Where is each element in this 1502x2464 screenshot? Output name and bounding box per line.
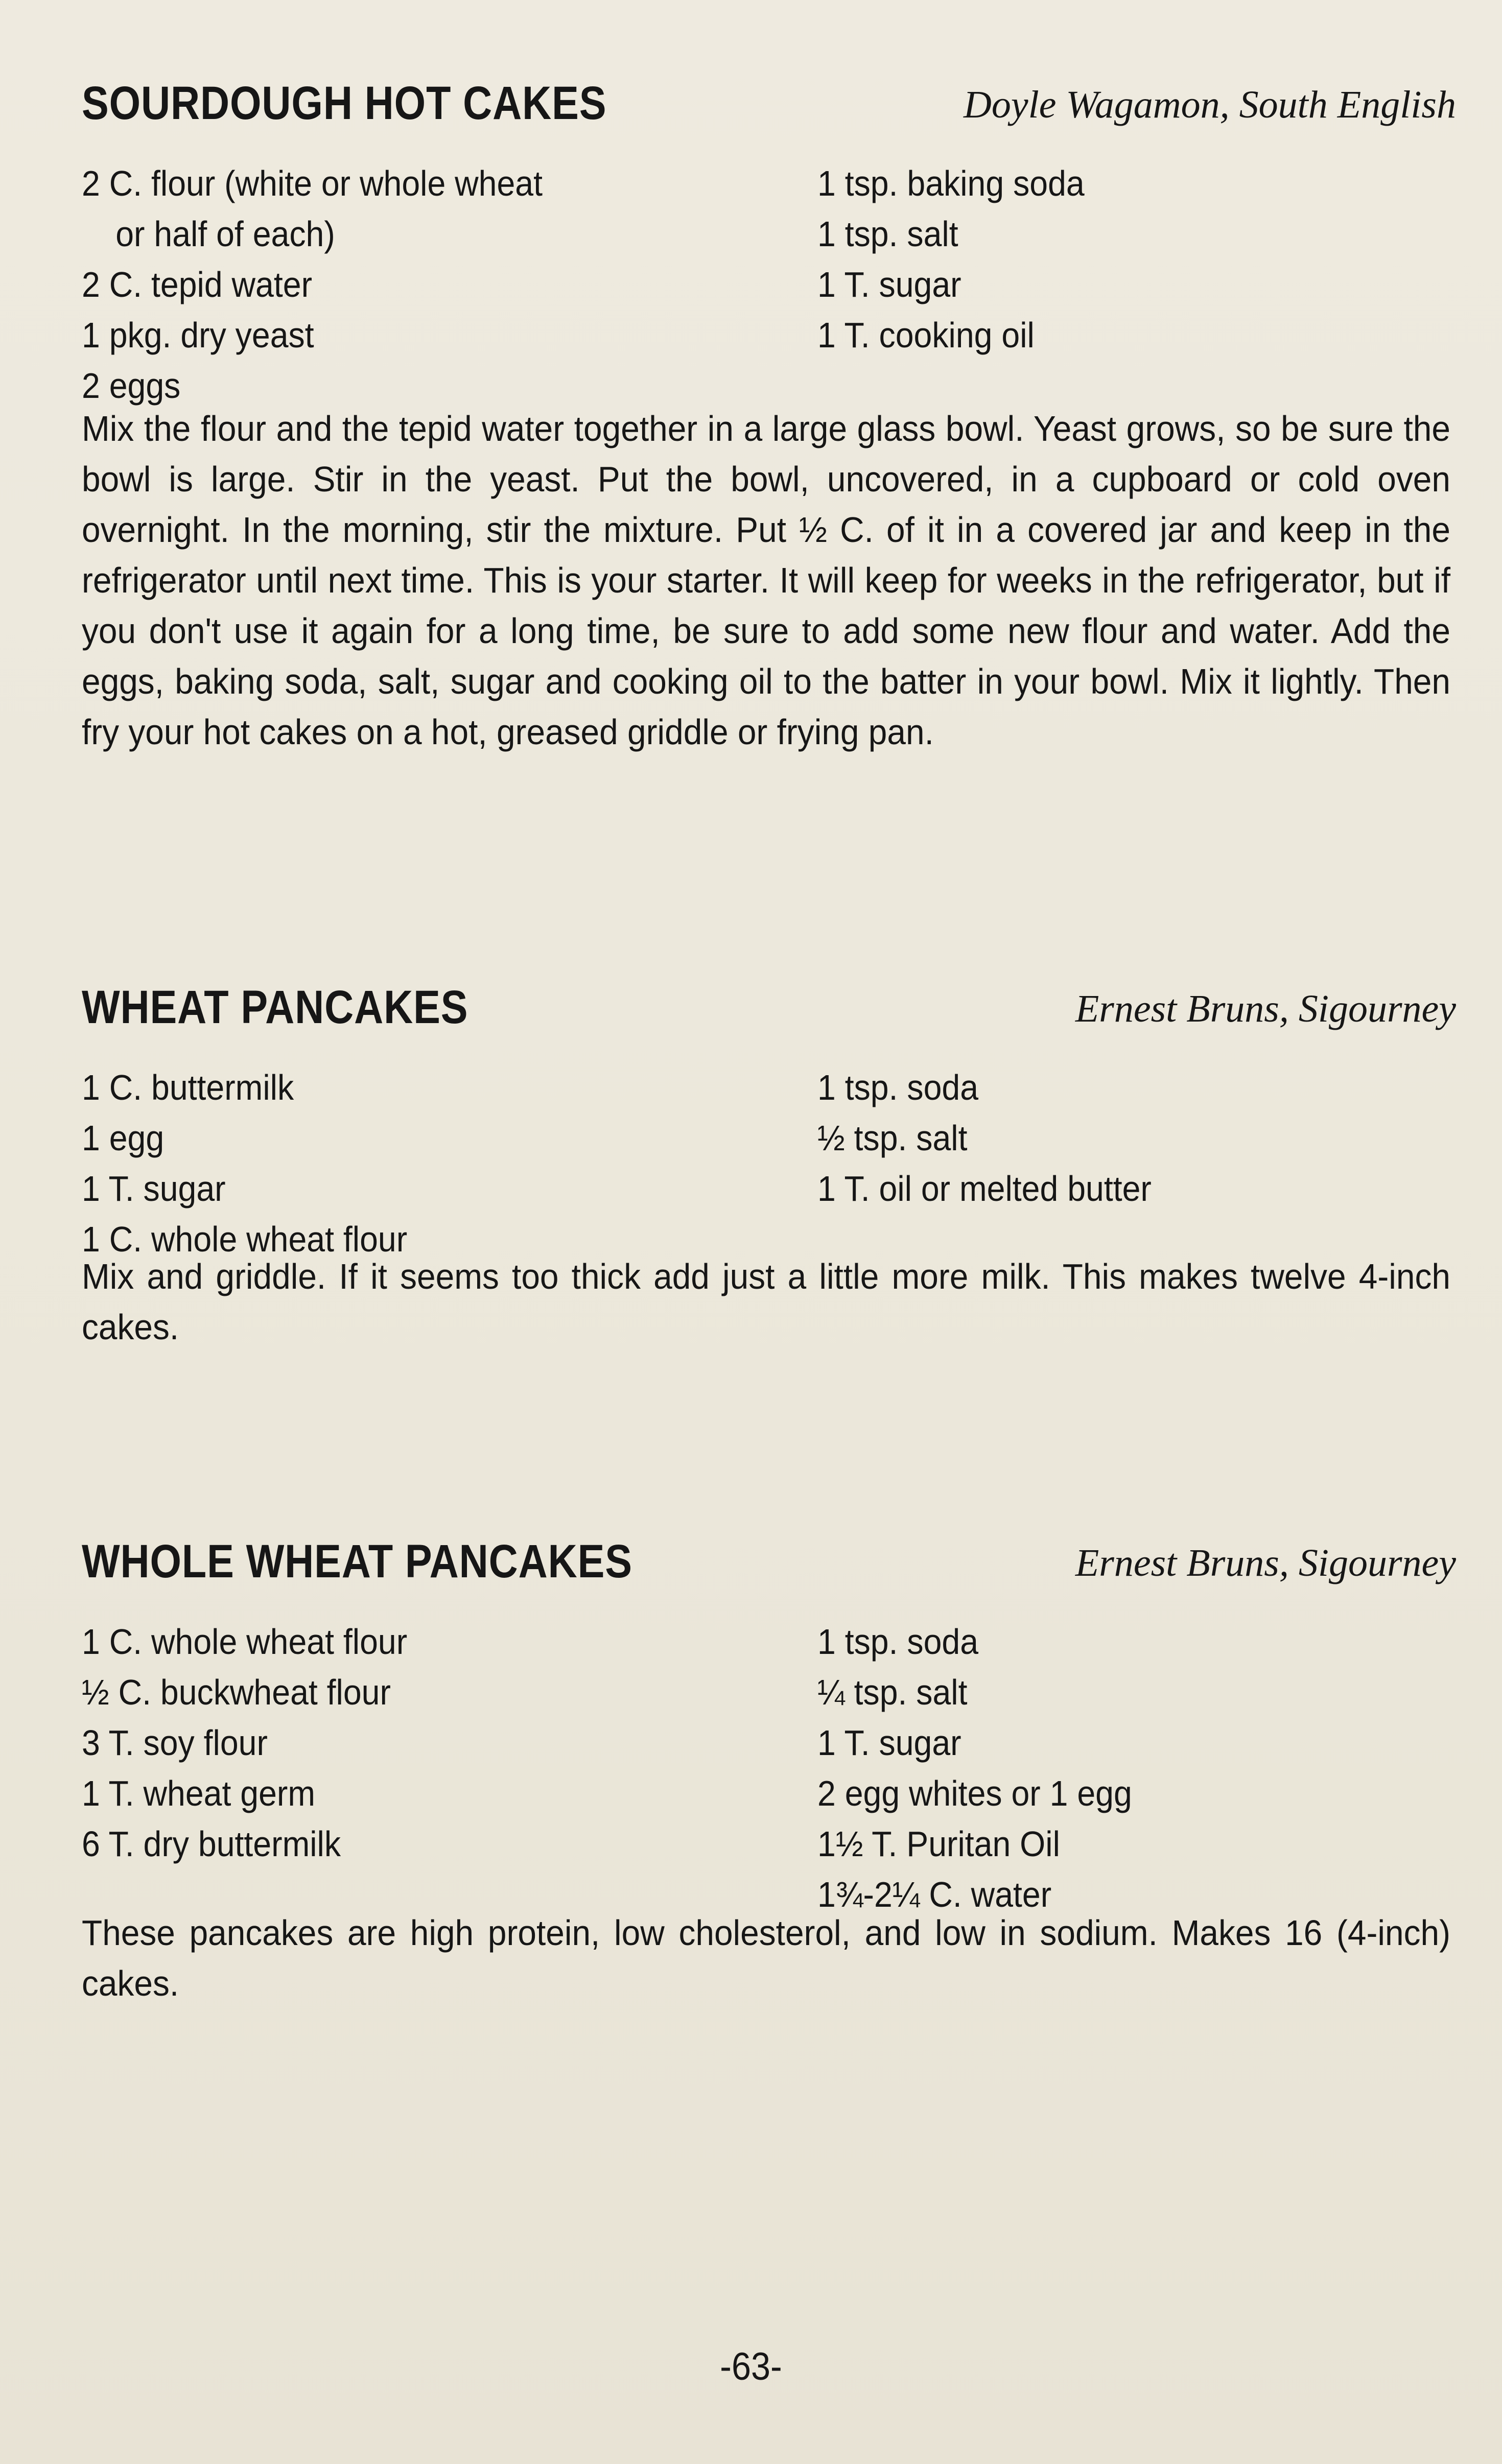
recipe-header: [82, 1530, 1456, 1596]
ingredient: 1 T. wheat germ: [82, 1773, 315, 1813]
ingredient: 1 T. cooking oil: [817, 315, 1035, 355]
ingredient: 2 C. tepid water: [82, 265, 313, 304]
ingredient: 1 tsp. soda: [817, 1622, 979, 1662]
ingredients-right-column: [817, 1062, 1181, 1214]
ingredient: ½ C. buckwheat flour: [82, 1672, 391, 1712]
recipe-author: Ernest Bruns, Sigourney: [1075, 1542, 1456, 1584]
ingredient: 1 T. sugar: [817, 1723, 961, 1763]
ingredient: 1 pkg. dry yeast: [82, 315, 314, 355]
recipe-method: Mix the flour and the tepid water together in a large glass bowl. Yeast grows, so be sure the bowl is large. Stir in the yeast. Put the bowl, uncovered, in a cupboard or cold oven overnight. In the morning, stir the mixture. Put ½ C. of it in a covered jar and keep in the refrigerator until next time. This is your starter. It will keep for weeks in the refrigerator, but if you don't use it again for a long time, be sure to add some new flour and water. Add the eggs, baking soda, salt, sugar and cooking oil to the batter in your bowl. Mix it lightly. Then fry your hot cakes on a hot, greased griddle or frying pan.: [82, 409, 1450, 752]
recipe-author: Ernest Bruns, Sigourney: [1075, 987, 1456, 1030]
ingredient: 1 C. whole wheat flour: [82, 1219, 408, 1259]
recipe-header: [82, 72, 1456, 138]
ingredients-left-column: [82, 1062, 436, 1265]
ingredient: 1 T. sugar: [817, 265, 961, 304]
ingredient: ¼ tsp. salt: [817, 1672, 968, 1712]
ingredients-list: [82, 158, 1456, 406]
ingredient: 6 T. dry buttermilk: [82, 1824, 341, 1864]
ingredients-list: [82, 1062, 1456, 1259]
ingredient: 1 C. whole wheat flour: [82, 1622, 408, 1662]
recipe-title: SOURDOUGH HOT CAKES: [82, 77, 607, 129]
recipe-title: WHOLE WHEAT PANCAKES: [82, 1535, 632, 1588]
ingredient: 1 C. buttermilk: [82, 1068, 294, 1107]
ingredient: 1 T. sugar: [82, 1169, 226, 1209]
ingredient: 2 C. flour (white or whole wheat: [82, 163, 543, 203]
page-number: -63-: [720, 2345, 782, 2388]
ingredient: 2 egg whites or 1 egg: [817, 1773, 1132, 1813]
recipe-header: [82, 976, 1456, 1042]
ingredients-right-column: [817, 1617, 1159, 1920]
ingredient: 1 tsp. soda: [817, 1068, 979, 1107]
ingredient: 1 tsp. salt: [817, 214, 958, 254]
ingredient: ½ tsp. salt: [817, 1118, 968, 1158]
recipe-whole-wheat-pancakes: [82, 1530, 1456, 2009]
ingredients-left-column: [82, 158, 582, 411]
ingredient: or half of each): [115, 214, 335, 254]
ingredient: 2 eggs: [82, 366, 181, 406]
recipe-author: Doyle Wagamon, South English: [963, 83, 1456, 126]
ingredient: 1 T. oil or melted butter: [817, 1169, 1152, 1209]
ingredient: 1 tsp. baking soda: [817, 163, 1085, 203]
ingredients-left-column: [82, 1617, 436, 1869]
ingredients-right-column: [817, 158, 1108, 361]
recipe-title: WHEAT PANCAKES: [82, 981, 468, 1033]
recipe-method: These pancakes are high protein, low cholesterol, and low in sodium. Makes 16 (4-inch) cakes.: [82, 1913, 1450, 2003]
ingredients-list: [82, 1617, 1456, 1914]
ingredient: 3 T. soy flour: [82, 1723, 268, 1763]
ingredient: 1¾-2¼ C. water: [817, 1875, 1052, 1914]
ingredient: 1½ T. Puritan Oil: [817, 1824, 1060, 1864]
ingredient: 1 egg: [82, 1118, 165, 1158]
recipe-sourdough-hot-cakes: [82, 72, 1456, 757]
recipe-wheat-pancakes: [82, 976, 1456, 1353]
recipe-method: Mix and griddle. If it seems too thick add just a little more milk. This makes twelve 4-inch cakes.: [82, 1257, 1450, 1347]
